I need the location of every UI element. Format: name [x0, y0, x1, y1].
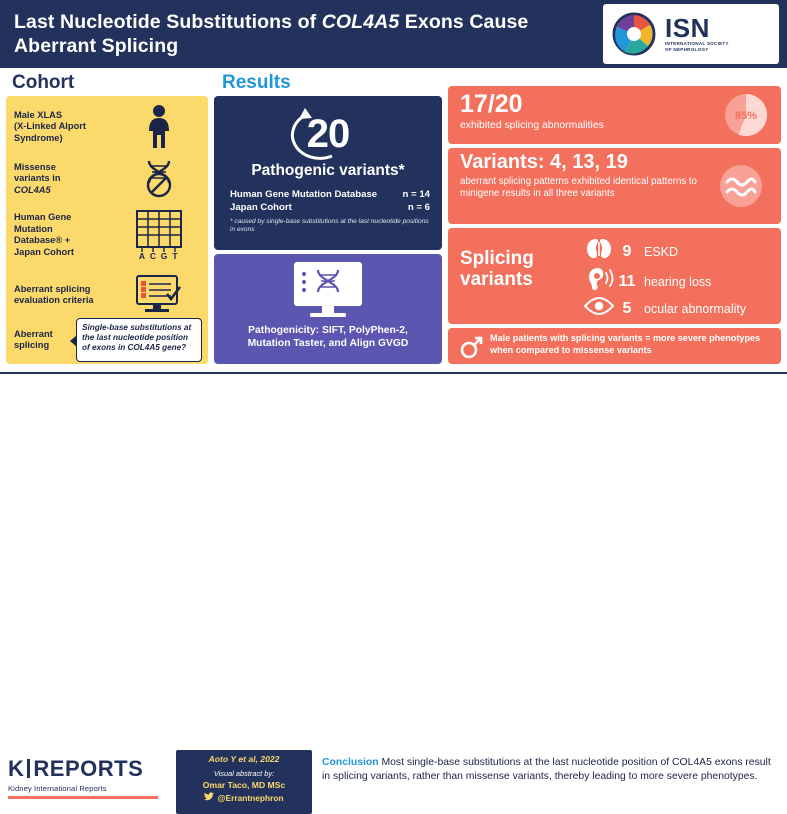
cohort-item-database — [14, 204, 204, 266]
person-icon — [122, 104, 196, 150]
source-row — [230, 201, 430, 214]
pathogenicity-tools — [222, 324, 434, 350]
acgt-sequence-icon — [122, 207, 196, 263]
outcome-label: ocular abnormality — [644, 301, 747, 316]
cohort-item-label: Missense variants in COL4A5 — [14, 161, 61, 195]
variants-sub: aberrant splicing patterns exhibited identical patterns to minigene results in all three variants — [460, 176, 697, 199]
outcome-count: 5 — [622, 299, 632, 317]
variant-count-circle — [272, 104, 384, 164]
outcome-ocular — [584, 294, 746, 323]
source-name: Human Gene Mutation Database — [230, 189, 378, 200]
dna-mutation-icon — [122, 157, 196, 201]
page-title — [0, 10, 570, 58]
male-note-rest: = more severe phenotypes when compared to missense variants — [490, 333, 761, 355]
isn-logo — [603, 4, 779, 64]
footer — [0, 374, 787, 803]
cohort-item-label: Aberrant splicing evaluation criteria — [14, 283, 94, 305]
results-variants-panel — [214, 96, 442, 250]
outcome-count: 11 — [618, 272, 636, 290]
splicing-abnormalities-panel — [448, 86, 781, 144]
outcome-eskd — [584, 236, 678, 267]
source-row — [230, 188, 430, 201]
outcome-label: hearing loss — [644, 274, 712, 289]
outcome-count: 9 — [622, 242, 632, 260]
journal-underline — [8, 796, 158, 799]
isn-sub1: INTERNATIONAL SOCIETY — [665, 41, 729, 46]
splicing-abnormalities-sub: exhibited splicing abnormalities — [460, 120, 604, 131]
title-part2: Exons Cause Aberrant Splicing — [14, 11, 529, 57]
identical-variants-panel — [448, 148, 781, 224]
cohort-item-label: Aberrant splicing — [14, 328, 53, 350]
male-symbol-icon — [458, 334, 484, 365]
percent-donut-chart — [721, 90, 771, 145]
journal-subtitle: Kidney International Reports — [8, 784, 107, 793]
cohort-item-label: Human Gene Mutation Database® + Japan Cohort — [14, 212, 74, 257]
checklist-monitor-icon — [122, 272, 196, 318]
svg-text:G: G — [160, 251, 168, 261]
variant-count-value: 20 — [306, 111, 350, 156]
conclusion-body: Most single-base substitutions at the last nucleotide position of COL4A5 exons result in splicing variants, rather than missense variants, thereby leading to more severe phenotypes. — [322, 757, 771, 782]
splicing-variants-title: Splicing variants — [460, 248, 534, 290]
twitter-handle: @Errantnephron — [217, 792, 284, 803]
credits-box — [176, 750, 312, 814]
source-footnote: * caused by single-base substitutions at the last nucleotide positions in exons — [230, 218, 429, 233]
svg-text:A: A — [138, 251, 146, 261]
twitter-icon — [204, 792, 214, 803]
source-value: n = 6 — [407, 202, 430, 213]
outcome-hearing-loss — [584, 266, 711, 297]
pathogenicity-line2: Mutation Taster, and Align GVGD — [247, 338, 409, 349]
dna-monitor-icon — [288, 260, 368, 327]
title-part1: Last Nucleotide Substitutions of — [14, 11, 322, 33]
twitter-handle-row[interactable] — [176, 792, 312, 803]
variants-title: Variants: 4, 13, 19 — [460, 151, 628, 173]
conclusion-label: Conclusion — [322, 757, 379, 768]
isn-sub2: OF NEPHROLOGY — [665, 47, 709, 52]
ear-icon — [584, 266, 614, 297]
results-section-title: Results — [222, 72, 291, 93]
journal-name: K REPORTS — [8, 756, 144, 781]
isn-ring-icon — [609, 9, 659, 59]
cohort-section-title: Cohort — [12, 72, 75, 93]
isn-name: ISN — [665, 13, 710, 43]
male-note-bold: Male patients with splicing variants — [490, 333, 643, 343]
cohort-item-missense — [14, 154, 204, 204]
cohort-item-label: Male XLAS (X-Linked Alport Syndrome) — [14, 109, 86, 143]
splicing-abnormalities-stat: 17/20 — [460, 90, 523, 118]
splicing-variants-outcomes-panel — [448, 228, 781, 324]
isn-wordmark — [665, 15, 729, 53]
kidneys-icon — [584, 236, 614, 267]
pathogenicity-panel — [214, 254, 442, 364]
male-severity-panel — [448, 328, 781, 364]
pathogenic-variants-label: Pathogenic variants* — [251, 162, 405, 179]
cohort-item-criteria — [14, 268, 204, 322]
svg-text:C: C — [149, 251, 157, 261]
svg-text:85%: 85% — [734, 110, 758, 122]
approx-equal-icon — [717, 164, 765, 213]
variant-sources — [230, 188, 430, 234]
journal-logo — [8, 756, 166, 799]
male-severity-note — [490, 333, 772, 356]
author-name: Omar Taco, MD MSc — [202, 780, 286, 790]
cohort-question-callout: Single-base substitutions at the last nucleotide position of exons in COL4A5 gene? — [76, 318, 202, 362]
source-value: n = 14 — [402, 189, 430, 200]
title-gene: COL4A5 — [321, 11, 400, 33]
visual-abstract-by-label: Visual abstract by: — [213, 769, 275, 778]
outcome-label: ESKD — [644, 244, 679, 259]
cohort-item-male-xlas — [14, 102, 204, 152]
conclusion-text — [322, 756, 778, 784]
header — [0, 0, 787, 68]
source-name: Japan Cohort — [230, 202, 292, 213]
eye-icon — [584, 294, 614, 323]
pathogenicity-line1: Pathogenicity: SIFT, PolyPhen-2, — [248, 325, 408, 336]
citation: Aoto Y et al, 2022 — [208, 754, 280, 764]
svg-text:T: T — [172, 251, 178, 261]
